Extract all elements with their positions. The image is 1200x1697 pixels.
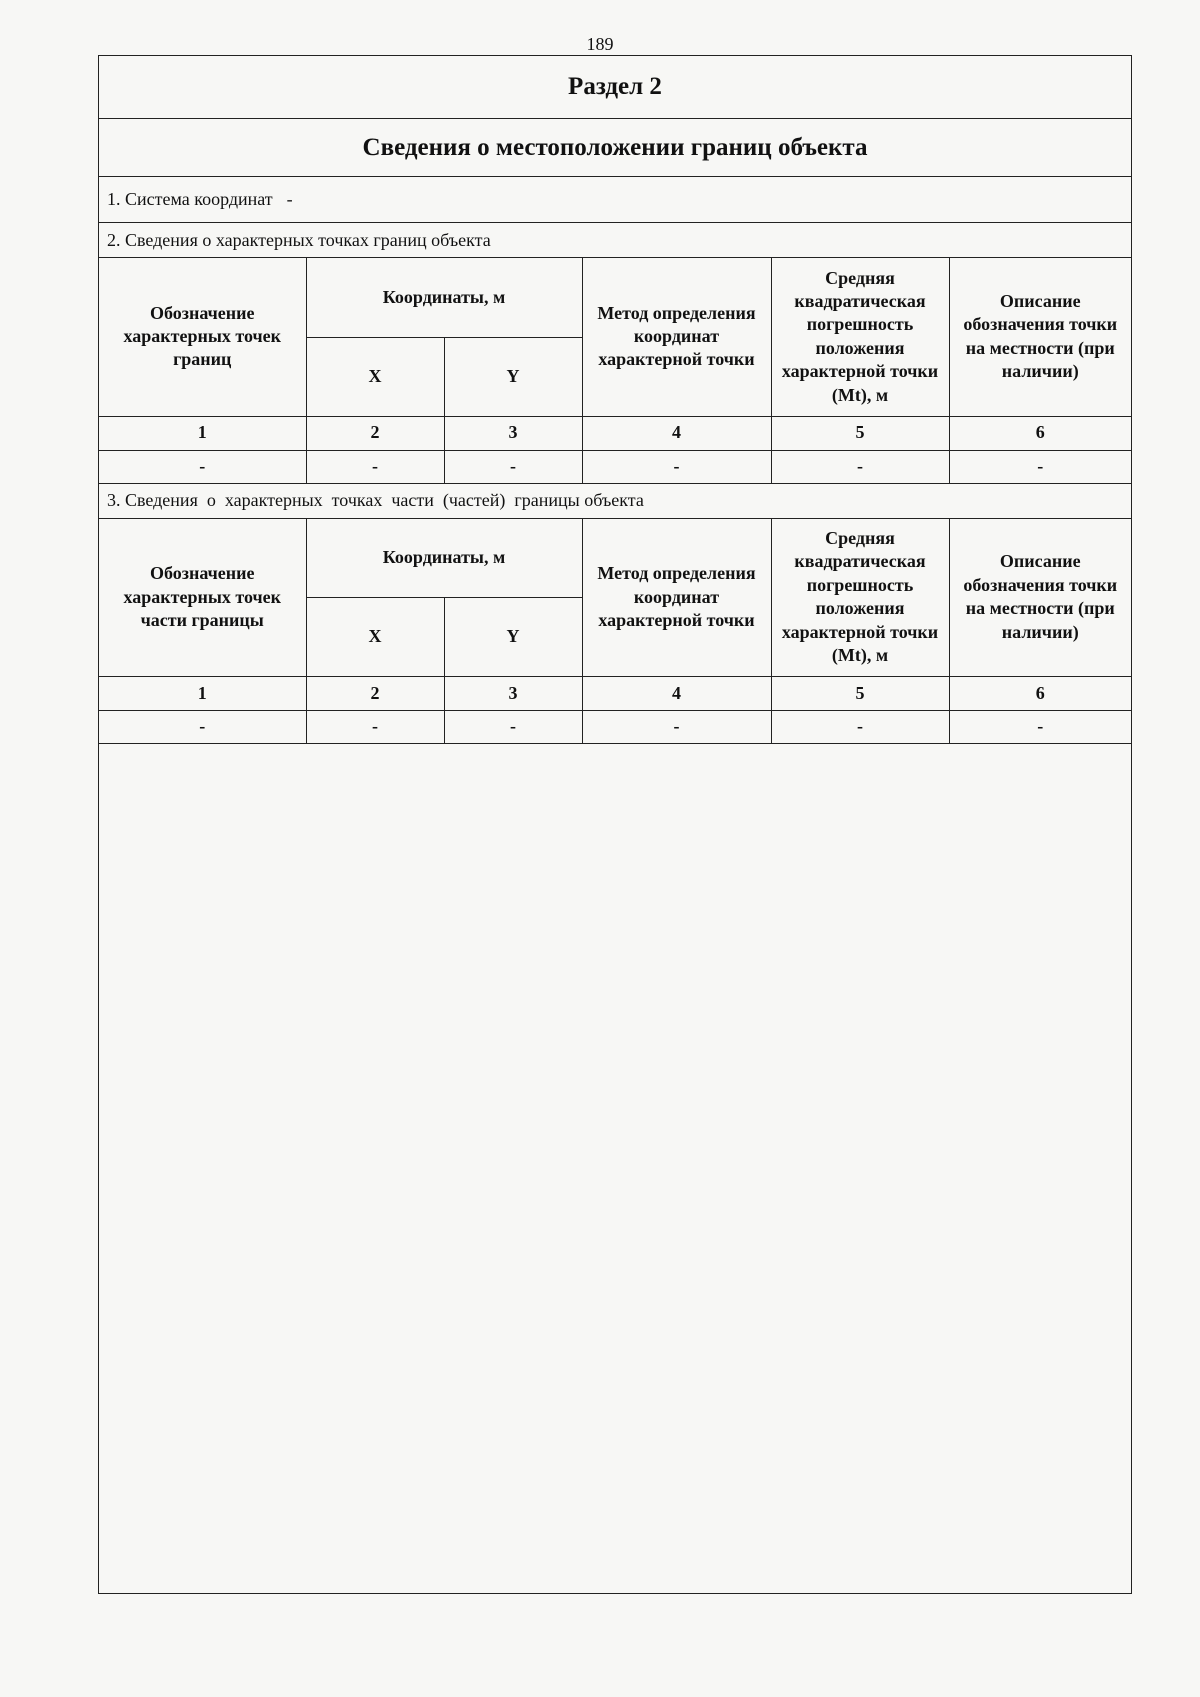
table-cell: - bbox=[949, 450, 1131, 483]
column-number: 4 bbox=[582, 416, 771, 450]
header-x: X bbox=[306, 337, 444, 416]
table-row bbox=[99, 450, 1131, 483]
header-method: Метод определения координат характерной точки bbox=[582, 519, 771, 677]
table-cell: - bbox=[99, 450, 306, 483]
table-cell: - bbox=[582, 711, 771, 744]
header-point-designation: Обозначение характерных точек границ bbox=[99, 258, 306, 416]
header-x: X bbox=[306, 598, 444, 677]
column-number: 2 bbox=[306, 677, 444, 711]
table-cell: - bbox=[444, 450, 582, 483]
table-cell: - bbox=[444, 711, 582, 744]
coord-system-row bbox=[99, 177, 1131, 223]
coord-system-value: - bbox=[286, 189, 293, 209]
header-coordinates: Координаты, м bbox=[306, 258, 582, 337]
document-frame bbox=[98, 55, 1132, 1594]
boundary-points-table bbox=[99, 258, 1131, 484]
column-number: 3 bbox=[444, 677, 582, 711]
table-cell: - bbox=[306, 711, 444, 744]
header-description: Описание обозначения точки на местности (при наличии) bbox=[949, 519, 1131, 677]
page-number: 189 bbox=[586, 34, 614, 54]
table1-caption: 2. Сведения о характерных точках границ объекта bbox=[99, 223, 1131, 258]
header-coordinates: Координаты, м bbox=[306, 519, 582, 598]
header-y: Y bbox=[444, 598, 582, 677]
part-boundary-points-table bbox=[99, 519, 1131, 745]
table-cell: - bbox=[771, 450, 949, 483]
table-cell: - bbox=[99, 711, 306, 744]
table-cell: - bbox=[306, 450, 444, 483]
column-numbers-row bbox=[99, 416, 1131, 450]
header-point-designation: Обозначение характерных точек части границы bbox=[99, 519, 306, 677]
table-row bbox=[99, 711, 1131, 744]
header-accuracy: Средняя квадратическая погрешность положения характерной точки (Mt), м bbox=[771, 258, 949, 416]
header-y: Y bbox=[444, 337, 582, 416]
table-cell: - bbox=[949, 711, 1131, 744]
column-number: 1 bbox=[99, 677, 306, 711]
table-cell: - bbox=[771, 711, 949, 744]
table-cell: - bbox=[582, 450, 771, 483]
table2-caption: 3. Сведения о характерных точках части (частей) границы объекта bbox=[99, 484, 1131, 519]
section-heading: Сведения о местоположении границ объекта bbox=[99, 119, 1131, 177]
column-numbers-row bbox=[99, 677, 1131, 711]
column-number: 4 bbox=[582, 677, 771, 711]
column-number: 3 bbox=[444, 416, 582, 450]
column-number: 6 bbox=[949, 677, 1131, 711]
section-title: Раздел 2 bbox=[99, 56, 1131, 119]
column-number: 5 bbox=[771, 416, 949, 450]
column-number: 5 bbox=[771, 677, 949, 711]
coord-system-label: 1. Система координат bbox=[107, 189, 273, 209]
column-number: 2 bbox=[306, 416, 444, 450]
column-number: 1 bbox=[99, 416, 306, 450]
column-number: 6 bbox=[949, 416, 1131, 450]
header-description: Описание обозначения точки на местности (при наличии) bbox=[949, 258, 1131, 416]
header-method: Метод определения координат характерной точки bbox=[582, 258, 771, 416]
header-accuracy: Средняя квадратическая погрешность положения характерной точки (Mt), м bbox=[771, 519, 949, 677]
